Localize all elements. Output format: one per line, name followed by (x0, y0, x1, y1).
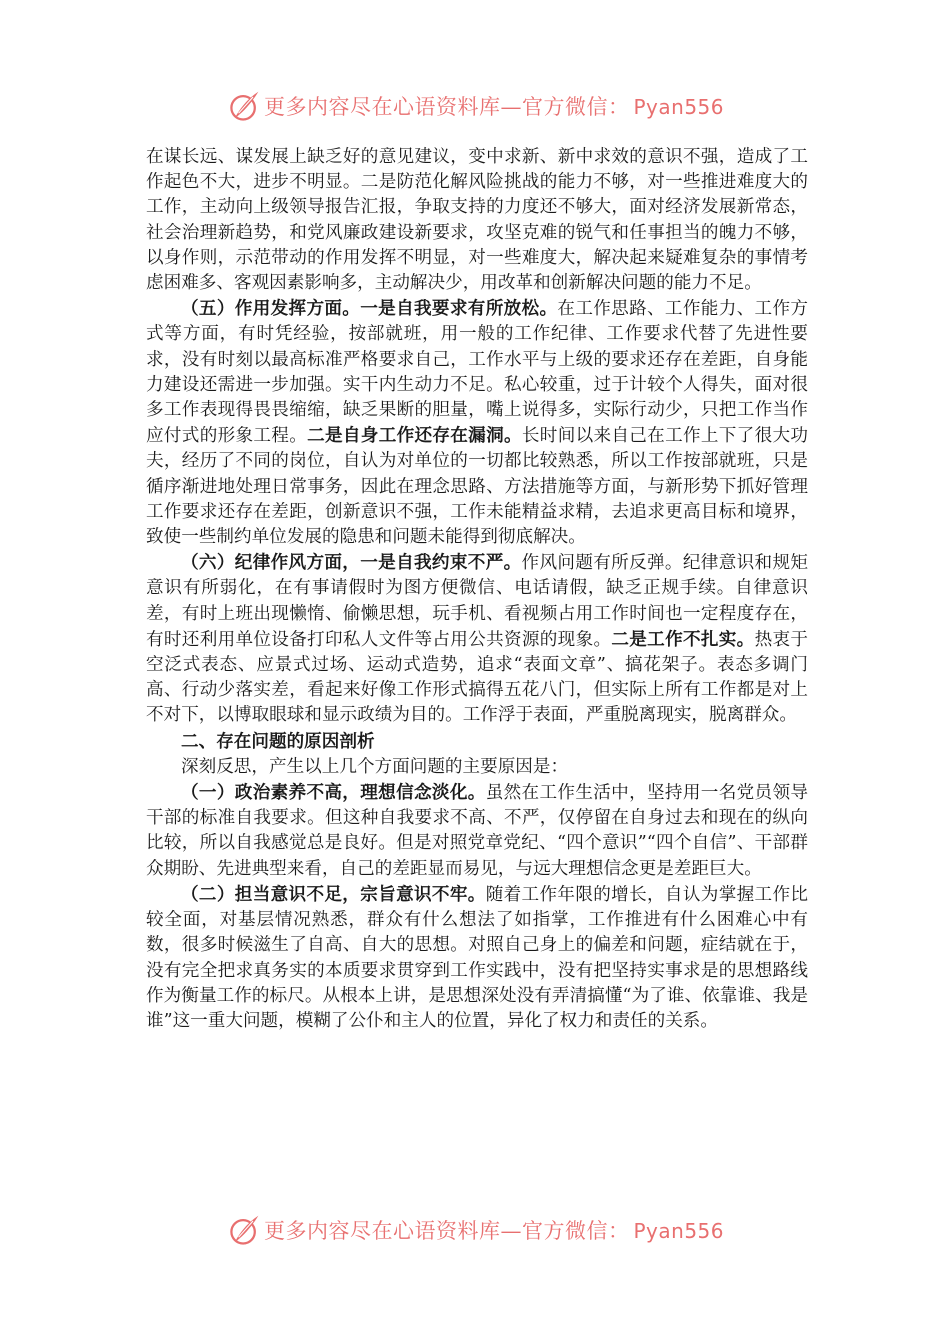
subpoint-heading: 二是自身工作还存在漏洞。 (307, 425, 522, 447)
paragraph-cause-2 (146, 882, 808, 1034)
section-heading: （五）作用发挥方面。一是自我要求有所放松。 (181, 298, 558, 320)
watermark-footer (0, 1210, 950, 1250)
paragraph-text: 深刻反思，产生以上几个方面问题的主要原因是： (181, 756, 569, 777)
document-body (146, 145, 808, 1034)
paragraph-text: 作风问题有所反弹。纪律意识和规矩意识有所弱化，在有事请假时为图方便微信、电话请假，缺乏正规手续。自律意识差，有时上班出现懒惰、偷懒思想，玩手机、看视频占用工作时间也一定程度存在，有时还利用单位设备打印私人文件等占用公共资源的现象。 (146, 553, 808, 650)
paragraph-text: 在工作思路、工作能力、工作方式等方面，有时凭经验，按部就班，用一般的工作纪律、工作要求代替了先进性要求，没有时刻以最高标准严格要求自己，工作水平与上级的要求还存在差距，自身能力建设还需进一步加强。实干内生动力不足。私心较重，过于计较个人得失，面对很多工作表现得畏畏缩缩，缺乏果断的胆量，嘴上说得多，实际行动少，只把工作当作应付式的形象工程。 (146, 299, 808, 447)
watermark-header (0, 86, 950, 126)
section-heading: （二）担当意识不足，宗旨意识不牢。 (181, 883, 486, 905)
subpoint-heading: 二是工作不扎实。 (611, 628, 755, 650)
paragraph-text: 虽然在工作生活中，坚持用一名党员领导干部的标准自我要求。但这种自我要求不高、不严，仅停留在自身过去和现在的纵向比较，所以自我感觉总是良好。但是对照党章党纪、“四个意识”“四个自信”、干部群众期盼、先进典型来看，自己的差距显而易见，与远大理想信念更是差距巨大。 (146, 783, 808, 879)
section-heading: （六）纪律作风方面，一是自我约束不严。 (181, 552, 522, 574)
paragraph-section-6 (146, 550, 808, 728)
quill-logo-icon (226, 88, 262, 124)
paragraph-cause-1 (146, 780, 808, 882)
paragraph-section-5 (146, 296, 808, 550)
paragraph-text: 在谋长远、谋发展上缺乏好的意见建议，变中求新、新中求效的意识不强，造成了工作起色不大，进步不明显。二是防范化解风险挑战的能力不够，对一些推进难度大的工作，主动向上级领导报告汇报，争取支持的力度还不够大，面对经济发展新常态，社会治理新趋势，和党风廉政建设新要求，攻坚克难的锐气和任事担当的魄力不够，以身作则，示范带动的作用发挥不明显，对一些难度大，解决起来疑难复杂的事情考虑困难多、客观因素影响多，主动解决少，用改革和创新解决问题的能力不足。 (146, 147, 808, 294)
paragraph-text: 热衷于空泛式表态、应景式过场、运动式造势，追求“表面文章”、搞花架子。表态多调门高、行动少落实差，看起来好像工作形式搞得五花八门，但实际上所有工作都是对上不对下，以博取眼球和显示政绩为目的。工作浮于表面，严重脱离现实，脱离群众。 (146, 629, 808, 726)
paragraph-intro (146, 755, 808, 780)
chapter-heading (146, 729, 808, 755)
paragraph-text: 长时间以来自己在工作上下了很大功夫，经历了不同的岗位，自认为对单位的一切都比较熟悉，所以工作按部就班，只是循序渐进地处理日常事务，因此在理念思路、方法措施等方面，与新形势下抓好管理工作要求还存在差距，创新意识不强，工作未能精益求精，去追求更高目标和境界，致使一些制约单位发展的隐患和问题未能得到彻底解决。 (146, 426, 808, 548)
quill-logo-icon (226, 1212, 262, 1248)
paragraph-1 (146, 145, 808, 296)
watermark-text: 更多内容尽在心语资料库—官方微信： Pyan556 (263, 95, 724, 119)
chapter-title: 二、存在问题的原因剖析 (181, 730, 375, 752)
watermark-text: 更多内容尽在心语资料库—官方微信： Pyan556 (263, 1219, 724, 1243)
paragraph-text: 随着工作年限的增长，自认为掌握工作比较全面，对基层情况熟悉，群众有什么想法了如指掌，工作推进有什么困难心中有数，很多时候滋生了自高、自大的思想。对照自己身上的偏差和问题，症结就在于，没有完全把求真务实的本质要求贯穿到工作实践中，没有把坚持实事求是的思想路线作为衡量工作的标尺。从根本上讲，是思想深处没有弄清搞懂“为了谁、依靠谁、我是谁”这一重大问题，模糊了公仆和主人的位置，异化了权力和责任的关系。 (146, 884, 808, 1031)
section-heading: （一）政治素养不高，理想信念淡化。 (181, 782, 486, 804)
